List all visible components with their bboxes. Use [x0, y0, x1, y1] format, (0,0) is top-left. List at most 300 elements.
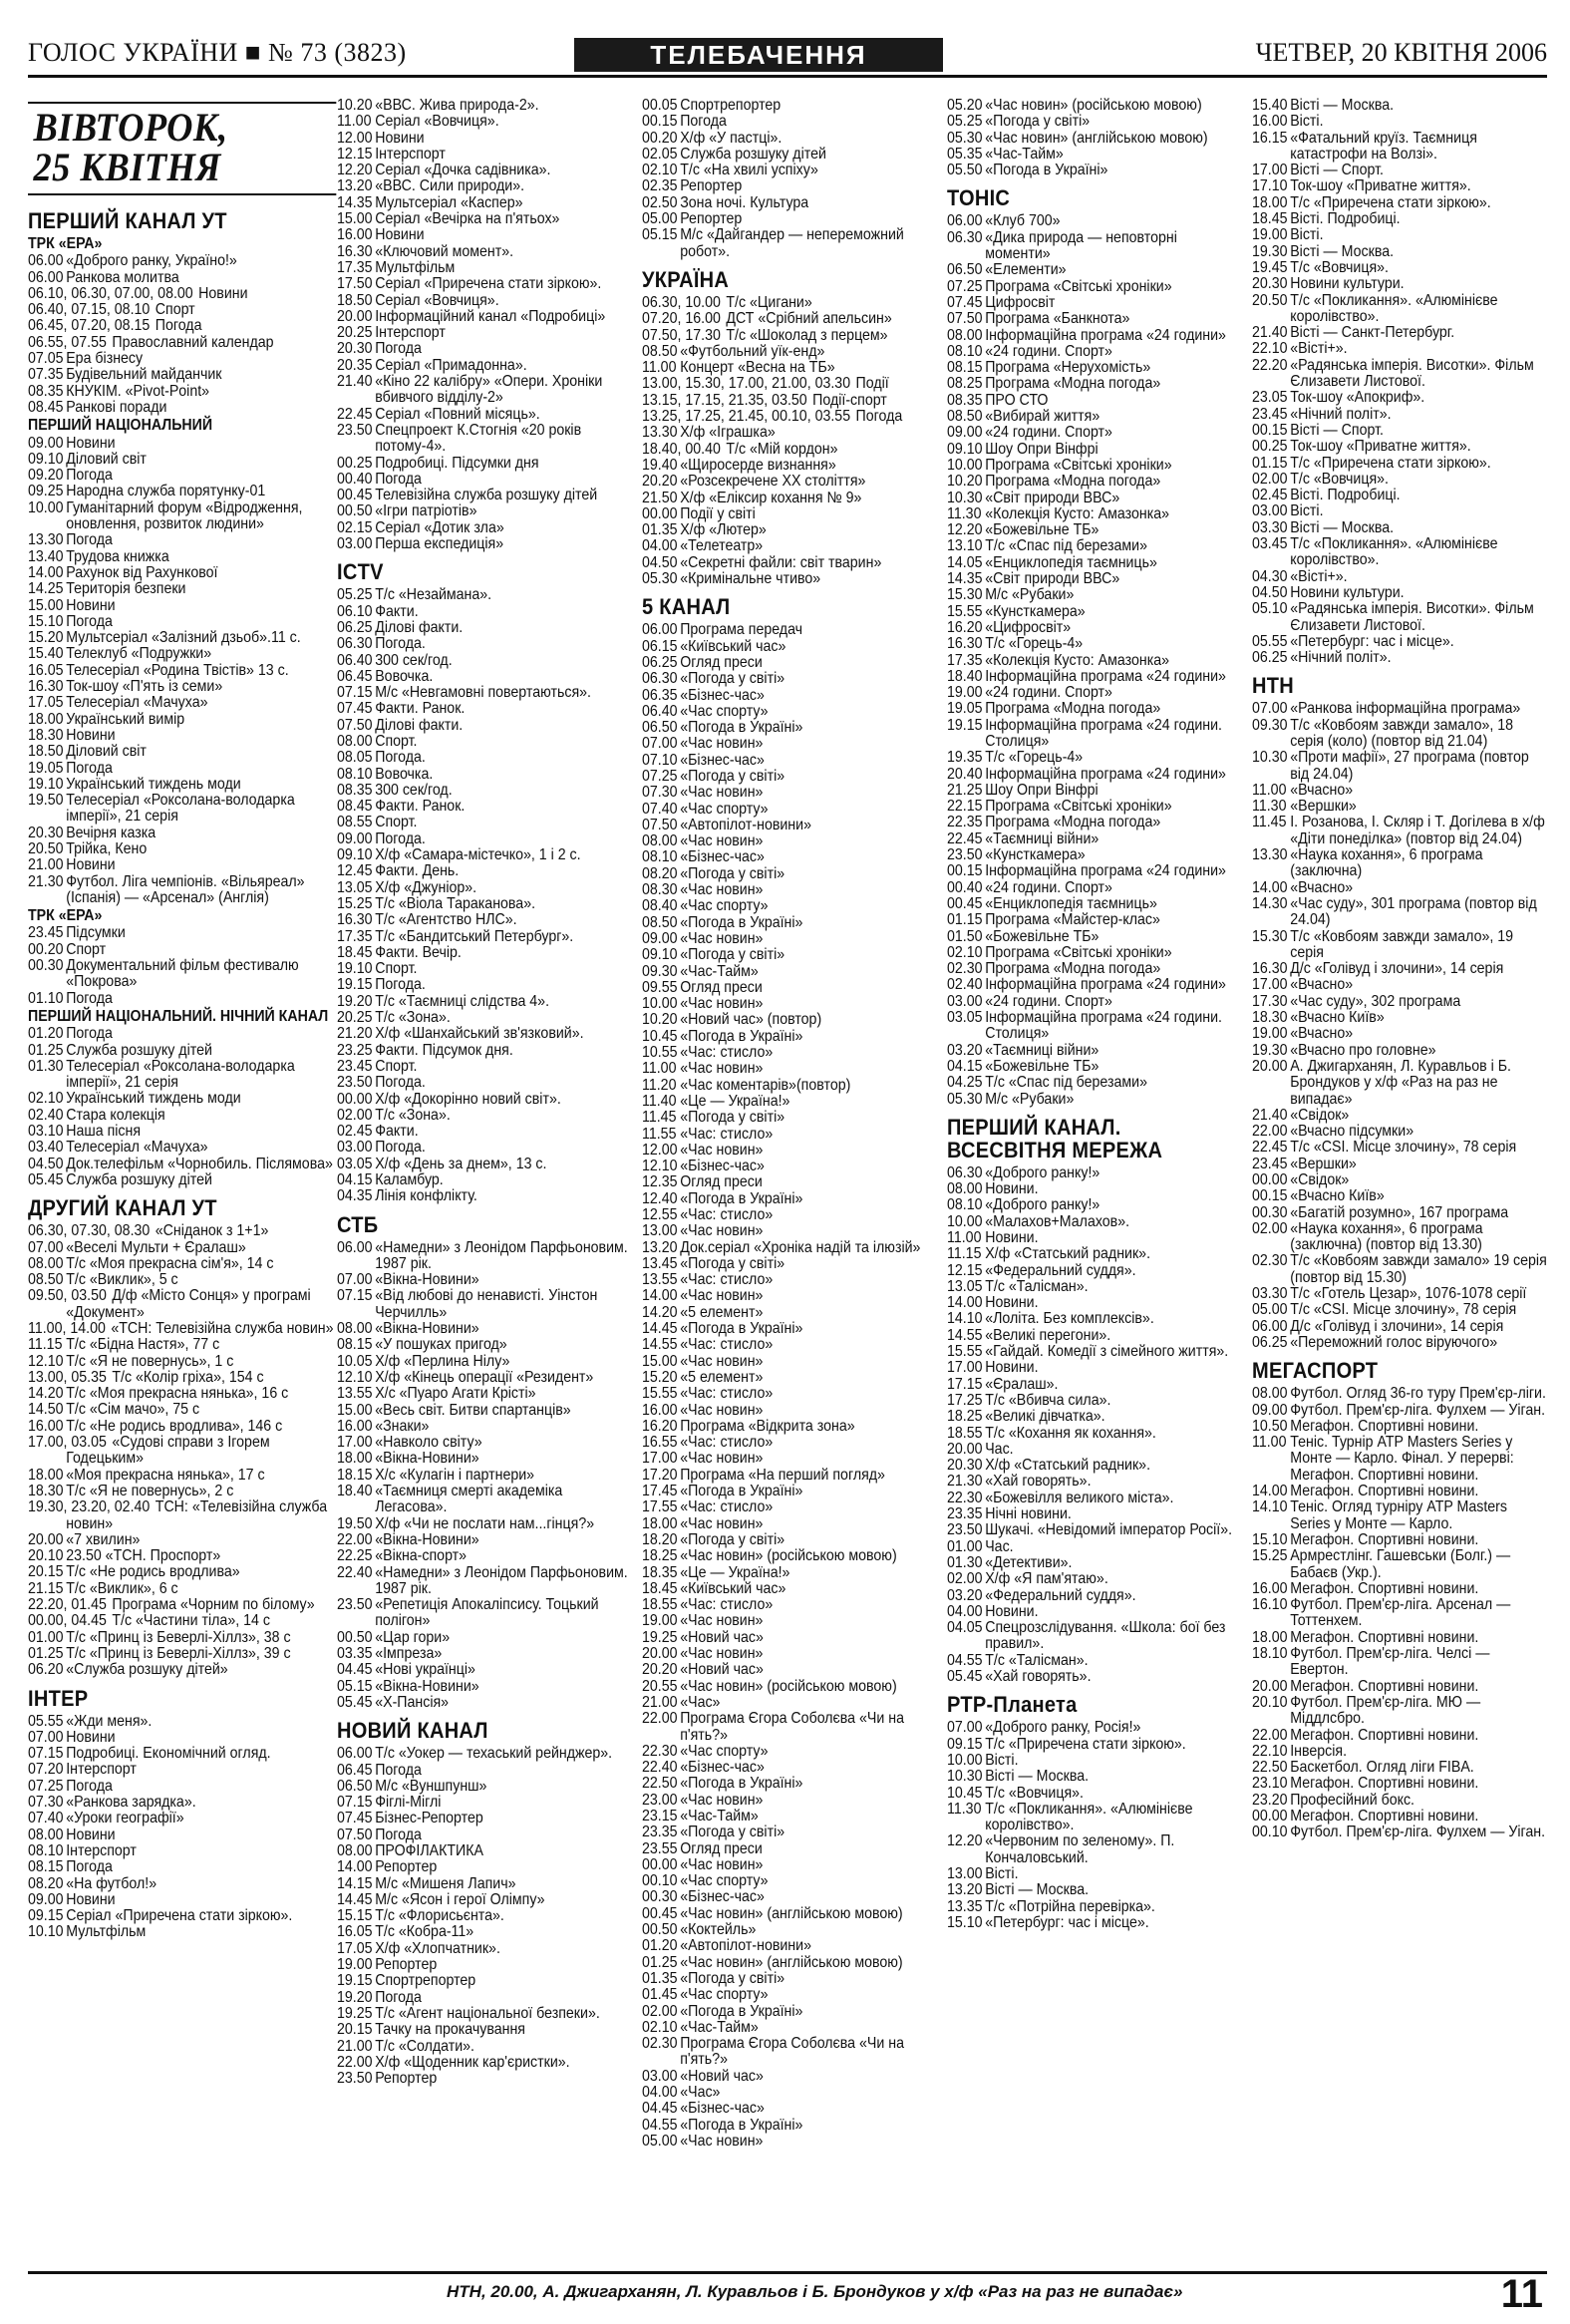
program-time: 00.00: [337, 1090, 373, 1108]
program-title: Д/с «Голівуд і злочини», 14 серія: [1290, 960, 1504, 978]
program-entry: [1252, 131, 1548, 164]
program-entry: [28, 695, 336, 711]
program-title: Погода: [66, 1858, 113, 1876]
program-entry: [642, 1532, 933, 1548]
program-entry: [28, 646, 336, 662]
block-subheading: ПЕРШИЙ НАЦІОНАЛЬНИЙ. НІЧНИЙ КАНАЛ: [28, 1007, 329, 1025]
program-time: 20.30: [337, 340, 373, 358]
program-title: Перша експедиція»: [375, 535, 504, 553]
program-entry: [947, 131, 1238, 147]
program-title: «Погода в Україні»: [985, 162, 1108, 179]
program-title: Х/ф «Лютер»: [680, 521, 767, 539]
program-title: Х/ф «Самара-містечко», 1 і 2 с.: [375, 846, 581, 864]
program-time: 17.25: [947, 1391, 983, 1409]
program-entry: [337, 293, 628, 309]
program-time: 06.40: [642, 702, 678, 720]
program-time: 19.25: [337, 2004, 373, 2022]
program-title: «Час новин»: [680, 1612, 764, 1630]
program-entry: [337, 456, 628, 472]
program-title: Х/ф «Статський радник».: [985, 1245, 1151, 1263]
program-entry: [1252, 601, 1548, 634]
program-time: 14.35: [337, 193, 373, 211]
program-title: Програма Єгора Соболєва «Чи на п'ять?»: [680, 1710, 904, 1744]
program-time: 14.00: [1252, 878, 1288, 896]
program-title: Події у світі: [680, 504, 756, 522]
program-entry: [642, 474, 933, 490]
program-entry: [337, 1679, 628, 1695]
program-entry: [947, 1506, 1238, 1522]
program-time: 23.45: [1252, 1155, 1288, 1172]
program-title: «Час-Тайм»: [680, 2018, 759, 2036]
program-time: 20.00: [337, 307, 373, 325]
program-title: Вісті.: [985, 1864, 1019, 1882]
program-entry: [337, 912, 628, 928]
program-entry: [337, 1843, 628, 1859]
program-title: «Наука кохання», 6 програма (заключна): [1290, 846, 1483, 880]
program-time: 06.30: [337, 635, 373, 653]
program-title: Програма «Відкрита зона»: [680, 1417, 855, 1435]
program-time: 02.15: [337, 518, 373, 536]
program-entry: [28, 1172, 336, 1188]
program-entry: [642, 704, 933, 720]
program-time: 07.05: [28, 350, 64, 368]
program-title: «Час новин» (російською мовою): [985, 98, 1202, 114]
program-time: 11.55: [642, 1125, 677, 1143]
program-entry: [947, 393, 1238, 409]
program-entry: [337, 1010, 628, 1026]
program-entry: [337, 114, 628, 130]
program-title: Мультсеріал «Каспер»: [375, 193, 523, 211]
program-title: Рахунок від Рахункової: [66, 563, 218, 581]
program-entry: [337, 1662, 628, 1678]
program-time: 09.00: [28, 1890, 64, 1908]
program-entry: [642, 1484, 933, 1499]
program-entry: [28, 532, 336, 548]
program-entry: [642, 818, 933, 833]
program-time: 06.20: [28, 1661, 64, 1679]
program-time: 09.10: [28, 450, 64, 468]
program-title: Спорт.: [375, 960, 418, 978]
program-title: «Доброго ранку, Росія!»: [985, 1719, 1141, 1737]
program-time: 23.50: [947, 846, 983, 864]
program-title: «Нічний політ».: [1290, 405, 1392, 423]
program-entry: [1252, 1026, 1548, 1042]
program-time: 07.40: [28, 1810, 64, 1827]
program-entry: [642, 555, 933, 571]
program-entry: [642, 1711, 933, 1744]
program-entry: [337, 783, 628, 799]
program-time: 13.00: [642, 1222, 678, 1240]
program-title: Т/с «Принц із Беверлі-Хіллз», 38 с: [66, 1628, 291, 1646]
program-time: 17.35: [337, 258, 373, 276]
program-title: Т/с «Зона».: [375, 1009, 451, 1027]
program-title: Телесеріал «Роксолана-володарка імперії», 21 серія: [66, 792, 295, 826]
program-title: Інтерспорт: [66, 1761, 137, 1779]
program-time: 19.40: [642, 456, 678, 474]
program-title: Спортрепортер: [680, 98, 782, 114]
program-time: 22.00: [1252, 1726, 1288, 1744]
program-time: 08.10: [337, 765, 373, 783]
program-entry: [1252, 1728, 1548, 1744]
program-time: 07.00: [28, 1728, 64, 1746]
program-time: 12.15: [337, 145, 373, 163]
program-entry: [1252, 650, 1548, 666]
program-title: «Час новин» (англійською мовою): [985, 129, 1208, 147]
program-title: Т/с «На хвилі успіху»: [680, 162, 818, 179]
program-entry: [28, 777, 336, 793]
program-entry: [1252, 244, 1548, 260]
program-title: Погода.: [375, 976, 426, 994]
program-entry: [947, 912, 1238, 928]
program-time: 10.55: [642, 1044, 678, 1062]
program-entry: [947, 1555, 1238, 1571]
program-time: 14.55: [642, 1336, 678, 1354]
program-entry: [1252, 1597, 1548, 1630]
program-entry: [337, 1990, 628, 2006]
program-time: 10.30: [947, 1768, 983, 1786]
program-entry: [642, 147, 933, 163]
program-time: 16.30: [1252, 960, 1288, 978]
program-entry: [337, 1779, 628, 1795]
column-1: [28, 98, 336, 2246]
program-time: 17.35: [947, 651, 983, 669]
program-title: «Цар гори»: [375, 1628, 451, 1646]
program-entry: [337, 1892, 628, 1908]
program-time: 07.50: [337, 1826, 373, 1843]
program-entry: [1252, 799, 1548, 815]
program-title: Огляд преси: [680, 653, 763, 671]
program-entry: [642, 360, 933, 376]
program-time: 00.20: [642, 129, 678, 147]
program-entry: [642, 1240, 933, 1256]
program-time: 01.25: [28, 1041, 64, 1059]
program-entry: [947, 311, 1238, 327]
program-time: 01.20: [642, 1937, 678, 1955]
program-entry: [28, 400, 336, 416]
program-title: «Нічний політ».: [1290, 649, 1392, 667]
program-entry: [28, 663, 336, 679]
program-time: 02.10: [28, 1090, 64, 1108]
program-title: «Вікна-Новини»: [375, 1320, 479, 1338]
program-time: 21.30: [28, 872, 64, 890]
program-entry: [28, 1630, 336, 1646]
program-entry: [28, 874, 336, 907]
program-time: 08.25: [947, 375, 983, 393]
program-title: Т/с «Приречена стати зіркою».: [1290, 454, 1491, 472]
program-title: «Новий час»: [680, 1661, 764, 1679]
program-time: 02.30: [1252, 1252, 1288, 1270]
program-time: 11.00: [1252, 781, 1287, 799]
program-entry: [337, 1516, 628, 1532]
program-entry: [1252, 1386, 1548, 1402]
program-time: 14.15: [337, 1874, 373, 1892]
program-title: М/с «Вуншпунш»: [375, 1777, 487, 1795]
program-entry: [947, 1092, 1238, 1108]
program-title: Д/с «Голівуд і злочини», 14 серія: [1290, 1317, 1504, 1335]
program-title: Інформаційна програма «24 години»: [985, 667, 1226, 685]
program-entry: [1252, 1793, 1548, 1809]
block-subheading: ТРК «ЕРА»: [28, 907, 103, 925]
program-time: 00.15: [947, 862, 983, 880]
program-entry: [337, 2055, 628, 2071]
program-title: Український тиждень моди: [66, 775, 241, 793]
program-entry: [1252, 569, 1548, 585]
program-time: 02.10: [642, 162, 678, 179]
program-time: 00.45: [337, 487, 373, 504]
program-title: 23.50 «ТСН. Проспорт»: [66, 1547, 221, 1565]
program-entry: [642, 1793, 933, 1809]
program-title: Серіал «Приречена стати зіркою».: [375, 275, 602, 293]
program-time: 20.00: [947, 1440, 983, 1458]
program-time: 20.35: [337, 356, 373, 374]
program-title: Футбол. Огляд 36-го туру Прем'єр-ліги.: [1290, 1385, 1546, 1403]
program-title: Фіглі-Міглі: [375, 1794, 442, 1812]
program-title: Бізнес-Репортер: [375, 1810, 483, 1827]
program-title: «Час: стисло»: [680, 1271, 774, 1289]
program-time: 08.15: [337, 1336, 373, 1354]
program-time: 17.00, 03.05: [28, 1434, 107, 1452]
program-entry: [337, 799, 628, 815]
program-title: «Погода у світі»: [985, 113, 1091, 131]
program-time: 03.30: [1252, 1285, 1288, 1303]
program-title: «Колекція Кусто: Амазонка»: [985, 504, 1169, 522]
program-title: Спортрепортер: [375, 1972, 476, 1990]
program-title: «Петербург: час і місце».: [985, 1913, 1149, 1931]
program-title: Мегафон. Спортивні новини.: [1290, 1807, 1479, 1825]
program-title: Програма «На перший погляд»: [680, 1466, 885, 1484]
program-time: 05.00: [1252, 1301, 1288, 1319]
program-time: 09.00: [947, 424, 983, 442]
program-time: 07.45: [337, 700, 373, 718]
program-title: Тачку на прокачування: [375, 2021, 525, 2039]
program-time: 19.00: [1252, 226, 1288, 244]
program-entry: [28, 761, 336, 777]
channel-heading: МЕГАСПОРТ: [1252, 1358, 1379, 1384]
program-title: Телесеріал «Роксолана-володарка імперії», 21 серія: [66, 1057, 295, 1092]
program-entry: [947, 1720, 1238, 1736]
program-time: 23.10: [1252, 1775, 1288, 1793]
program-time: 04.15: [337, 1171, 373, 1188]
program-entry: [642, 1435, 933, 1451]
program-title: Х/ф «Я пам'ятаю».: [985, 1570, 1108, 1588]
program-entry: [642, 1679, 933, 1695]
program-title: «Погода в Україні»: [680, 1775, 803, 1793]
program-entry: [642, 964, 933, 980]
column-4: [947, 98, 1238, 2246]
program-title: Програма «Чорним по білому»: [112, 1596, 315, 1614]
program-time: 14.45: [337, 1890, 373, 1908]
program-title: Інформаційний канал «Подробиці»: [375, 307, 606, 325]
program-time: 09.10: [947, 440, 983, 458]
program-time: 08.50: [947, 408, 983, 426]
program-title: «Кіно 22 калібру» «Опери. Хроніки вбивчого відділу-2»: [375, 373, 603, 407]
program-title: Погода: [66, 612, 113, 630]
program-title: Ток-шоу «Приватне життя».: [1290, 177, 1471, 195]
program-time: 16.30: [337, 911, 373, 929]
program-title: «Уроки географії»: [66, 1810, 184, 1827]
program-time: 07.15: [337, 684, 373, 702]
program-entry: [947, 491, 1238, 506]
program-entry: [28, 1811, 336, 1826]
program-entry: [337, 1157, 628, 1172]
program-entry: [337, 1092, 628, 1108]
program-entry: [28, 793, 336, 826]
program-title: Ток-шоу «Приватне життя».: [1290, 438, 1471, 456]
program-time: 22.50: [642, 1775, 678, 1793]
program-entry: [947, 1344, 1238, 1360]
page-number: 11: [1500, 2272, 1543, 2316]
program-title: «Час новин»: [680, 1514, 764, 1532]
program-title: Теніс. Огляд турніру ATP Masters Series у Монте — Карло.: [1290, 1498, 1507, 1532]
program-entry: [1252, 520, 1548, 536]
program-title: «Час новин»: [680, 2132, 764, 2150]
program-entry: [947, 1653, 1238, 1669]
program-time: 08.10: [28, 1841, 64, 1859]
program-time: 01.45: [642, 1986, 678, 2004]
program-entry: [947, 701, 1238, 717]
program-time: 22.00: [1252, 1123, 1288, 1141]
program-time: 18.45: [337, 943, 373, 961]
program-time: 15.10: [1252, 1530, 1288, 1548]
program-title: «Судові справи з Ігорем Годецьким»: [66, 1434, 270, 1468]
program-entry: [642, 688, 933, 704]
program-entry: [642, 1987, 933, 2003]
program-time: 04.30: [1252, 567, 1288, 585]
program-entry: [1252, 1124, 1548, 1140]
program-title: Т/с «Покликання». «Алюмінієве королівство».: [1290, 291, 1498, 325]
program-title: «Вчасно»: [1290, 781, 1354, 799]
channel-heading: ТОНІС: [947, 185, 1011, 211]
program-time: 15.15: [337, 1907, 373, 1925]
program-time: 22.20, 01.45: [28, 1596, 107, 1614]
program-time: 12.35: [642, 1173, 678, 1191]
program-time: 10.00: [642, 995, 678, 1013]
program-title: «7 хвилин»: [66, 1530, 141, 1548]
program-entry: [642, 538, 933, 554]
program-time: 10.00: [947, 456, 983, 474]
program-title: Територія безпеки: [66, 580, 186, 598]
program-time: 23.20: [1252, 1791, 1288, 1809]
program-title: М/с «Рубаки»: [985, 1090, 1075, 1108]
program-title: Т/с «Приречена стати зіркою».: [1290, 193, 1491, 211]
program-entry: [642, 1029, 933, 1045]
program-time: 11.00: [947, 1229, 982, 1246]
program-title: Погода: [66, 531, 113, 549]
program-title: «Час спорту»: [680, 800, 769, 818]
program-title: Діловий світ: [66, 743, 147, 761]
program-title: Вісті.: [985, 1751, 1019, 1769]
program-time: 13.55: [642, 1271, 678, 1289]
program-time: 01.15: [1252, 454, 1288, 472]
program-entry: [337, 1188, 628, 1204]
program-time: 20.20: [642, 473, 678, 491]
program-title: ПРО СТО: [985, 391, 1049, 409]
program-title: «Доброго ранку!»: [985, 1196, 1100, 1214]
program-time: 02.00: [1252, 1219, 1288, 1237]
program-time: 16.00: [28, 1417, 64, 1435]
program-entry: [642, 425, 933, 441]
program-entry: [28, 614, 336, 630]
program-title: Вісті — Москва.: [985, 1881, 1090, 1899]
program-title: «Вчасно Київ»: [1290, 1009, 1385, 1027]
program-time: 14.45: [642, 1320, 678, 1338]
program-title: Серіал «Вечірка на п'ятьох»: [375, 210, 560, 228]
program-time: 04.50: [1252, 583, 1288, 601]
program-entry: [642, 1061, 933, 1077]
program-entry: [642, 1662, 933, 1678]
program-title: Професійний бокс.: [1290, 1791, 1415, 1809]
program-time: 07.50, 17.30: [642, 326, 721, 344]
program-time: 13.30: [1252, 846, 1288, 864]
program-title: «Єралаш».: [985, 1375, 1059, 1393]
program-entry: [947, 295, 1238, 311]
program-title: Вісті — Спорт.: [1290, 421, 1384, 439]
program-time: 19.30: [1252, 1041, 1288, 1059]
program-time: 13.55: [337, 1385, 373, 1403]
program-title: «Погода у світі»: [680, 670, 785, 688]
program-entry: [1252, 977, 1548, 993]
program-time: 01.15: [947, 911, 983, 929]
program-entry: [642, 295, 933, 311]
program-title: Футбол. Прем'єр-ліга. МЮ — Міддлсбро.: [1290, 1693, 1481, 1728]
program-time: 15.00: [337, 210, 373, 228]
program-time: 04.45: [642, 2100, 678, 2118]
program-title: Трудова книжка: [66, 547, 169, 565]
program-entry: [947, 653, 1238, 669]
program-entry: [1252, 1484, 1548, 1499]
program-title: Серіал «Дочка садівника».: [375, 162, 551, 179]
program-entry: [337, 750, 628, 766]
program-time: 08.15: [947, 359, 983, 377]
program-title: І. Розанова, І. Скляр і Т. Догілева в х/ф «Діти понеділка» (повтор від 24.04): [1290, 814, 1545, 847]
program-time: 18.50: [337, 291, 373, 309]
program-time: 18.30: [28, 726, 64, 744]
program-time: 18.40: [947, 667, 983, 685]
program-time: 20.10: [28, 1547, 64, 1565]
program-title: Т/с «Горець-4»: [985, 749, 1084, 767]
program-entry: [642, 458, 933, 474]
program-title: Новини: [66, 856, 116, 874]
program-entry: [947, 1311, 1238, 1327]
program-time: 10.10: [28, 1923, 64, 1941]
program-entry: [947, 279, 1238, 295]
program-time: 18.40: [337, 1483, 373, 1500]
program-title: «Час-Тайм»: [680, 962, 759, 980]
program-time: 23.50: [337, 1074, 373, 1092]
program-entry: [947, 1620, 1238, 1653]
program-title: Телесеріал «Родина Твістів» 13 с.: [66, 661, 289, 679]
program-title: Х/ф «Іграшка»: [680, 424, 776, 442]
program-title: «У пошуках пригод»: [375, 1336, 507, 1354]
program-time: 23.50: [337, 1596, 373, 1614]
program-entry: [337, 407, 628, 423]
program-time: 00.15: [1252, 1187, 1288, 1205]
program-entry: [947, 1669, 1238, 1685]
program-time: 00.20: [28, 940, 64, 958]
program-title: Х/ф «Шанхайський зв'язковий».: [375, 1025, 584, 1043]
program-title: «Федеральний суддя».: [985, 1586, 1136, 1604]
program-title: «Розсекречене XX століття»: [680, 473, 866, 491]
program-title: «Нові українці»: [375, 1661, 475, 1679]
program-time: 13.35: [947, 1897, 983, 1915]
program-time: 08.00: [947, 1180, 983, 1198]
program-time: 03.30: [1252, 518, 1288, 536]
program-time: 12.45: [337, 862, 373, 880]
program-title: Вісті. Подробиці.: [1290, 210, 1401, 228]
program-entry: [337, 1746, 628, 1762]
program-entry: [1252, 847, 1548, 880]
program-title: Т/с «Незаймана».: [375, 586, 492, 604]
